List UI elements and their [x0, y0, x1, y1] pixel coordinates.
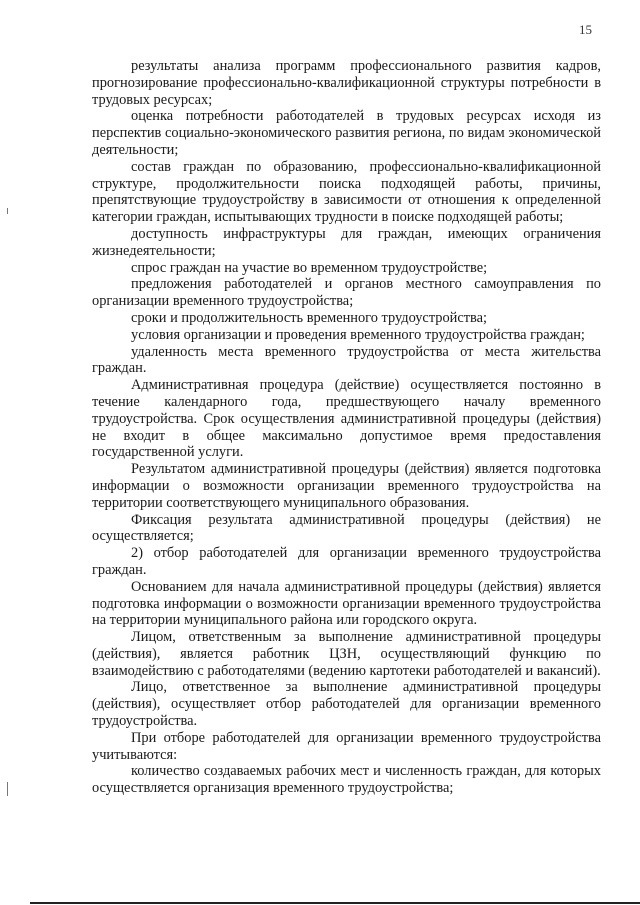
scan-bottom-edge — [30, 902, 640, 904]
paragraph: сроки и продолжительность временного трудоустройства; — [131, 309, 488, 326]
paragraph: спрос граждан на участие во временном трудоустройстве; — [131, 259, 488, 276]
scan-edge-mark — [7, 208, 8, 214]
document-body — [92, 58, 601, 797]
paragraph: Результатом административной процедуры (действия) является подготовка информации о возможности организации временного трудоустройства на территории соответствующего муниципального образования. — [92, 461, 601, 511]
paragraph: удаленность места временного трудоустройства от места жительства граждан. — [92, 343, 601, 377]
paragraph: состав граждан по образованию, профессионально-квалификационной структуре, продолжительности поиска подходящей работы, причины, препятствующие трудоустройству в зависимости от отношения к определенной категории граждан, испытывающих трудности в поиске подходящей работы; — [92, 158, 601, 226]
paragraph: Лицом, ответственным за выполнение административной процедуры (действия), является работник ЦЗН, осуществляющий функцию по взаимодействию с работодателями (ведению картотеки работодателей и вакансий). — [92, 629, 601, 679]
paragraph: Фиксация результата административной процедуры (действия) не осуществляется; — [92, 511, 601, 545]
scan-edge-mark — [7, 782, 8, 796]
paragraph: результаты анализа программ профессионального развития кадров, прогнозирование профессионально-квалификационной структуры потребности в трудовых ресурсах; — [92, 58, 601, 108]
paragraph: предложения работодателей и органов местного самоуправления по организации временного трудоустройства; — [92, 276, 601, 310]
paragraph: 2) отбор работодателей для организации временного трудоустройства граждан. — [92, 545, 601, 578]
page-number: 15 — [579, 22, 592, 37]
paragraph: количество создаваемых рабочих мест и численность граждан, для которых осуществляется организация временного трудоустройства; — [92, 763, 601, 797]
paragraph: Основанием для начала административной процедуры (действия) является подготовка информации о возможности организации временного трудоустройства на территории муниципального района или городского округа. — [92, 578, 601, 629]
paragraph: оценка потребности работодателей в трудовых ресурсах исходя из перспектив социально-экономического развития региона, по видам экономической деятельности; — [92, 108, 601, 158]
paragraph: При отборе работодателей для организации временного трудоустройства учитываются: — [92, 729, 601, 763]
paragraph: условия организации и проведения временного трудоустройства граждан; — [131, 326, 585, 343]
paragraph: доступность инфраструктуры для граждан, имеющих ограничения жизнедеятельности; — [92, 225, 601, 259]
paragraph: Лицо, ответственное за выполнение административной процедуры (действия), осуществляет отбор работодателей для организации временного трудоустройства. — [92, 679, 601, 730]
paragraph: Административная процедура (действие) осуществляется постоянно в течение календарного года, предшествующего началу временного трудоустройства. Срок осуществления административной процедуры (действия) не входит в общее максимально допустимое время предоставления государственной услуги. — [92, 377, 601, 461]
